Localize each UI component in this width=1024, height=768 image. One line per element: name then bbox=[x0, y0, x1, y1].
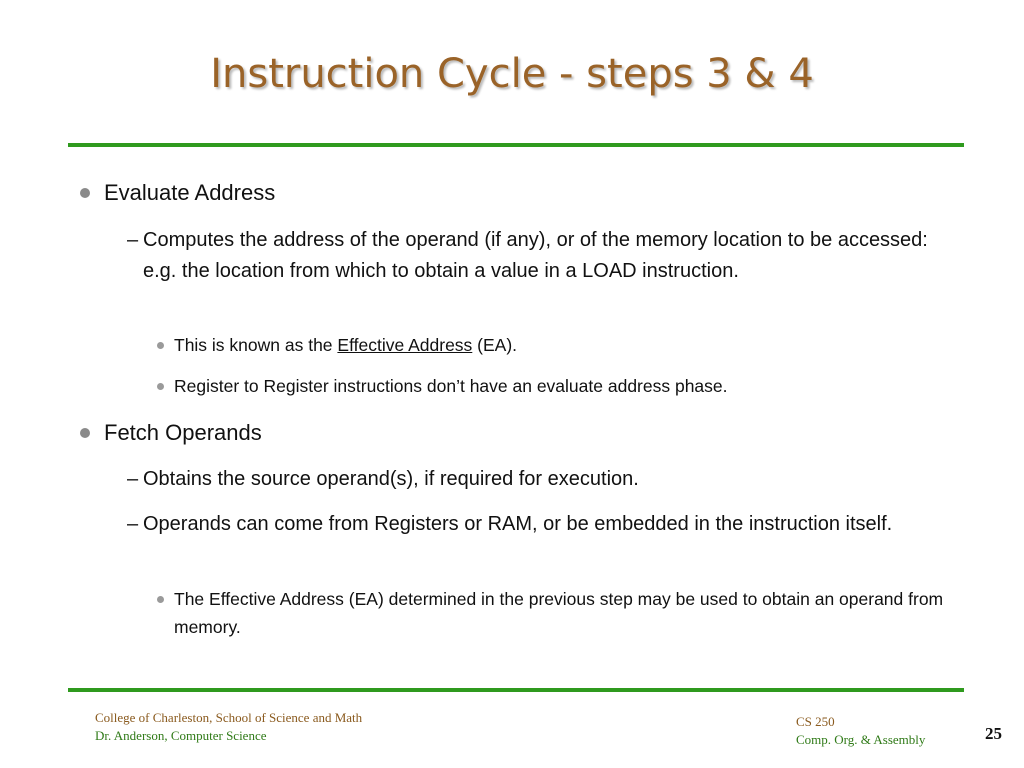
sub-bullet-text: Computes the address of the operand (if any), or of the memory location to be accessed: e.g. the location from which to obtain a value in a LOAD instruction. bbox=[143, 229, 928, 282]
sub-sub-bullet-register bbox=[174, 372, 944, 400]
dash-icon: – bbox=[127, 468, 139, 490]
bullet-fetch-operands bbox=[104, 419, 262, 447]
sub-bullet-text: Obtains the source operand(s), if required for execution. bbox=[143, 468, 639, 490]
sub-bullet-obtains bbox=[127, 464, 943, 495]
footer-college: College of Charleston, School of Science and Math bbox=[95, 710, 363, 725]
sub-sub-bullet-effective-address bbox=[174, 331, 944, 359]
bullet-dot-icon bbox=[157, 596, 164, 603]
sub-bullet-text: Operands can come from Registers or RAM, or be embedded in the instruction itself. bbox=[143, 513, 893, 535]
footer-divider bbox=[68, 688, 964, 692]
bullet-dot-icon bbox=[80, 188, 90, 198]
text-post: (EA). bbox=[472, 335, 518, 355]
bullet-text: Evaluate Address bbox=[104, 180, 276, 205]
footer-course-name: Comp. Org. & Assembly bbox=[796, 732, 926, 747]
sub-bullet-computes bbox=[127, 225, 943, 287]
dash-icon: – bbox=[127, 513, 139, 535]
slide-title: Instruction Cycle - steps 3 & 4 bbox=[210, 51, 814, 97]
page-number: 25 bbox=[985, 724, 1002, 743]
sub-bullet-operands-sources bbox=[127, 509, 943, 540]
bullet-text: Fetch Operands bbox=[104, 420, 262, 445]
footer-instructor: Dr. Anderson, Computer Science bbox=[95, 728, 267, 743]
sub-sub-bullet-text: Register to Register instructions don’t have an evaluate address phase. bbox=[174, 376, 728, 396]
bullet-dot-icon bbox=[80, 428, 90, 438]
sub-sub-bullet-text: The Effective Address (EA) determined in the previous step may be used to obtain an operand from memory. bbox=[174, 589, 944, 637]
bullet-dot-icon bbox=[157, 383, 164, 390]
footer-course bbox=[796, 713, 925, 749]
sub-sub-bullet-ea-operand bbox=[174, 585, 944, 641]
footer-course-number: CS 250 bbox=[796, 714, 835, 729]
bullet-dot-icon bbox=[157, 342, 164, 349]
footer-institution bbox=[95, 709, 362, 745]
text-pre: This is known as the bbox=[174, 335, 338, 355]
dash-icon: – bbox=[127, 229, 139, 251]
effective-address-link[interactable]: Effective Address bbox=[337, 335, 473, 355]
bullet-evaluate-address bbox=[104, 179, 275, 207]
